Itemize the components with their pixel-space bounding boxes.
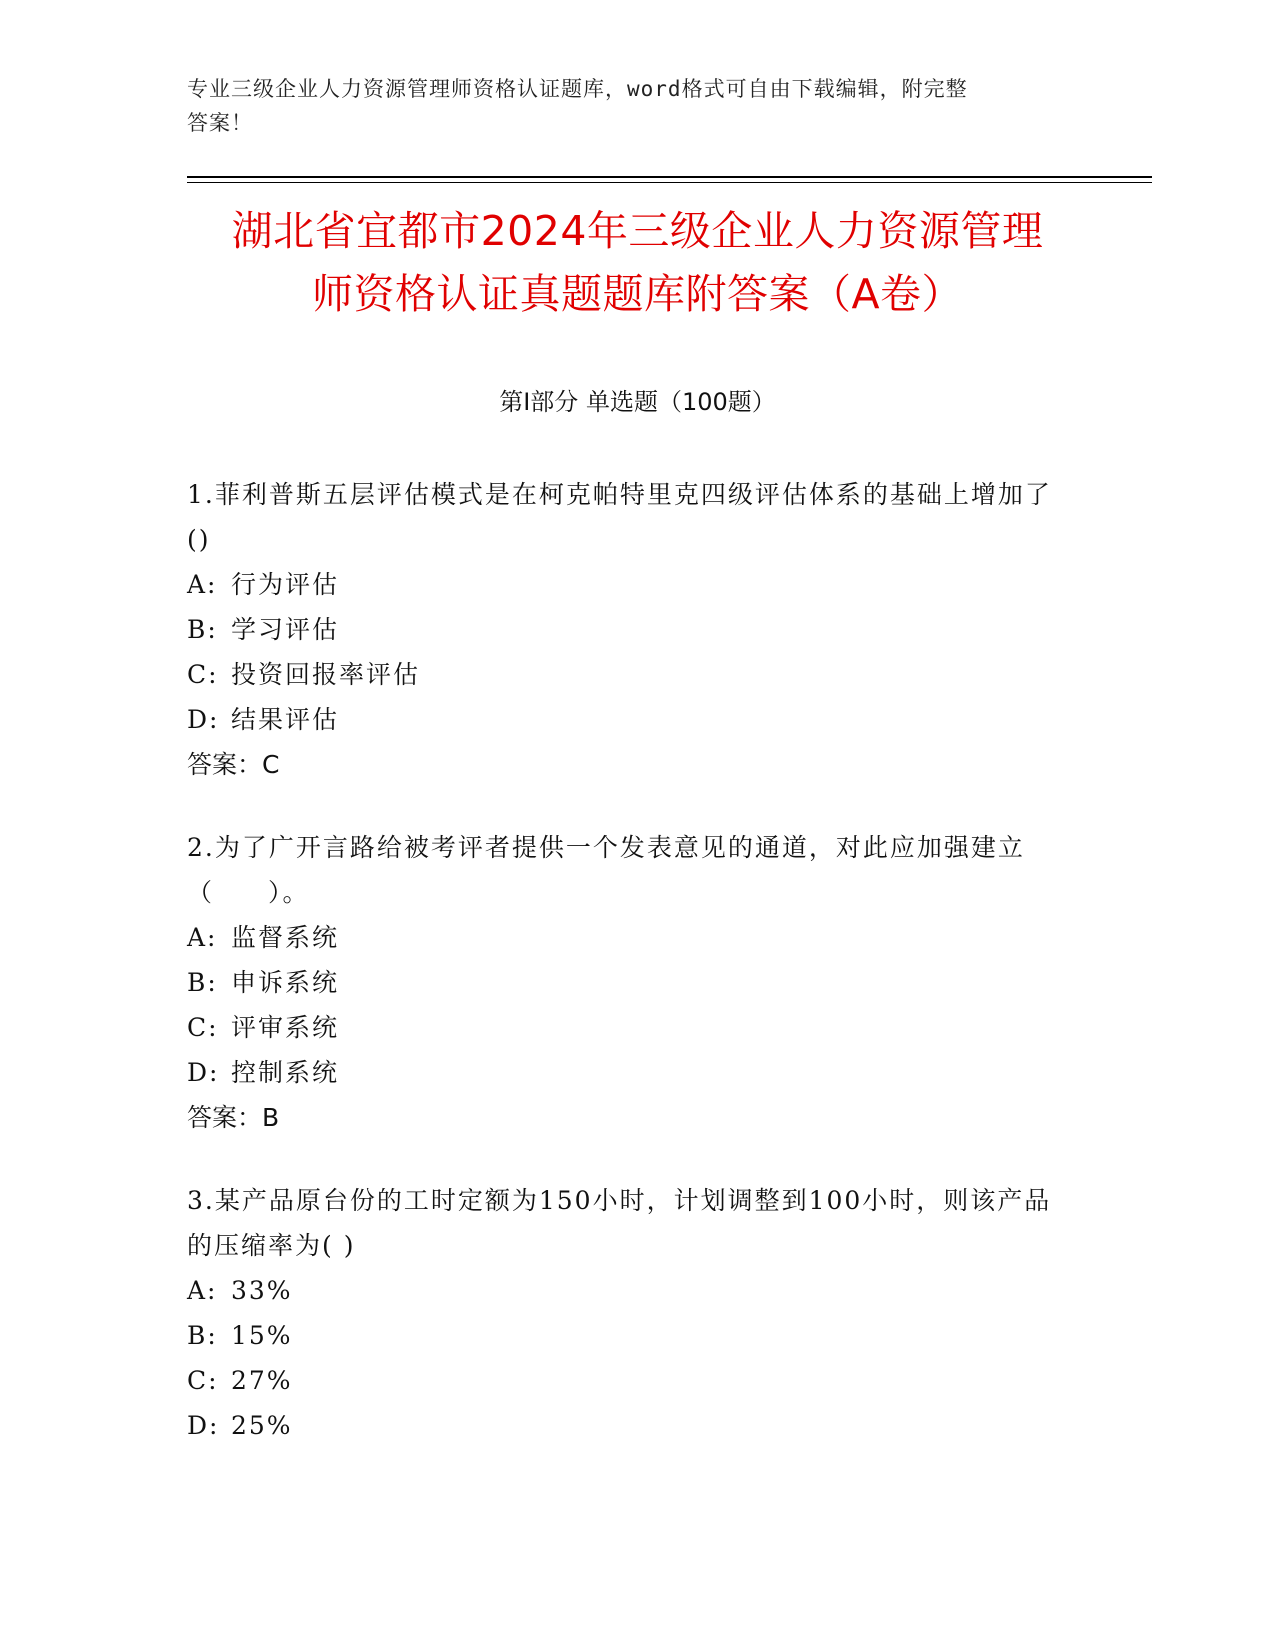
header-note	[187, 72, 1067, 140]
option-b	[187, 607, 1067, 652]
option-text: 25%	[231, 1411, 293, 1440]
document-title	[160, 200, 1115, 326]
question-stem: 3.某产品原台份的工时定额为150小时，计划调整到100小时，则该产品的压缩率为( )	[187, 1186, 1052, 1260]
document-title-line2: 师资格认证真题题库附答案（A卷）	[311, 270, 964, 318]
option-d	[187, 1050, 1067, 1095]
option-a	[187, 562, 1067, 607]
question-list	[187, 472, 1067, 1486]
option-c	[187, 1005, 1067, 1050]
option-letter: C:	[187, 1366, 219, 1395]
document-title-line1: 湖北省宜都市2024年三级企业人力资源管理	[231, 207, 1044, 255]
header-note-line2: 答案！	[187, 111, 253, 135]
option-letter: D:	[187, 1411, 220, 1440]
option-letter: D:	[187, 705, 220, 734]
option-text: 15%	[231, 1321, 293, 1350]
option-text: 学习评估	[231, 615, 340, 644]
option-b	[187, 1313, 1067, 1358]
question-1	[187, 472, 1067, 787]
question-stem: 2.为了广开言路给被考评者提供一个发表意见的通道，对此应加强建立（ ）。	[187, 833, 1025, 907]
option-d	[187, 1403, 1067, 1448]
question-3	[187, 1178, 1067, 1448]
question-2	[187, 825, 1067, 1140]
option-c	[187, 652, 1067, 697]
option-letter: B:	[187, 968, 218, 997]
option-c	[187, 1358, 1067, 1403]
header-divider-thick	[187, 176, 1152, 178]
question-stem: 1.菲利普斯五层评估模式是在柯克帕特里克四级评估体系的基础上增加了()	[187, 480, 1052, 554]
section-title: 第Ⅰ部分 单选题（100题）	[499, 388, 776, 416]
option-letter: A:	[187, 1276, 218, 1305]
option-text: 33%	[231, 1276, 293, 1305]
option-text: 投资回报率评估	[231, 660, 421, 689]
option-letter: A:	[187, 923, 218, 952]
header-note-line1: 专业三级企业人力资源管理师资格认证题库，word格式可自由下载编辑，附完整	[187, 77, 968, 101]
option-a	[187, 915, 1067, 960]
option-text: 行为评估	[231, 570, 340, 599]
option-letter: C:	[187, 1013, 219, 1042]
header-divider-thin	[187, 182, 1152, 183]
option-text: 申诉系统	[231, 968, 340, 997]
option-letter: B:	[187, 615, 218, 644]
option-a	[187, 1268, 1067, 1313]
option-letter: B:	[187, 1321, 218, 1350]
answer-line: 答案：B	[187, 1103, 280, 1132]
answer-line: 答案：C	[187, 750, 280, 779]
option-letter: D:	[187, 1058, 220, 1087]
option-letter: A:	[187, 570, 218, 599]
option-text: 监督系统	[231, 923, 340, 952]
option-text: 控制系统	[231, 1058, 340, 1087]
option-text: 结果评估	[231, 705, 340, 734]
option-text: 评审系统	[231, 1013, 340, 1042]
option-text: 27%	[231, 1366, 293, 1395]
option-b	[187, 960, 1067, 1005]
option-letter: C:	[187, 660, 219, 689]
option-d	[187, 697, 1067, 742]
